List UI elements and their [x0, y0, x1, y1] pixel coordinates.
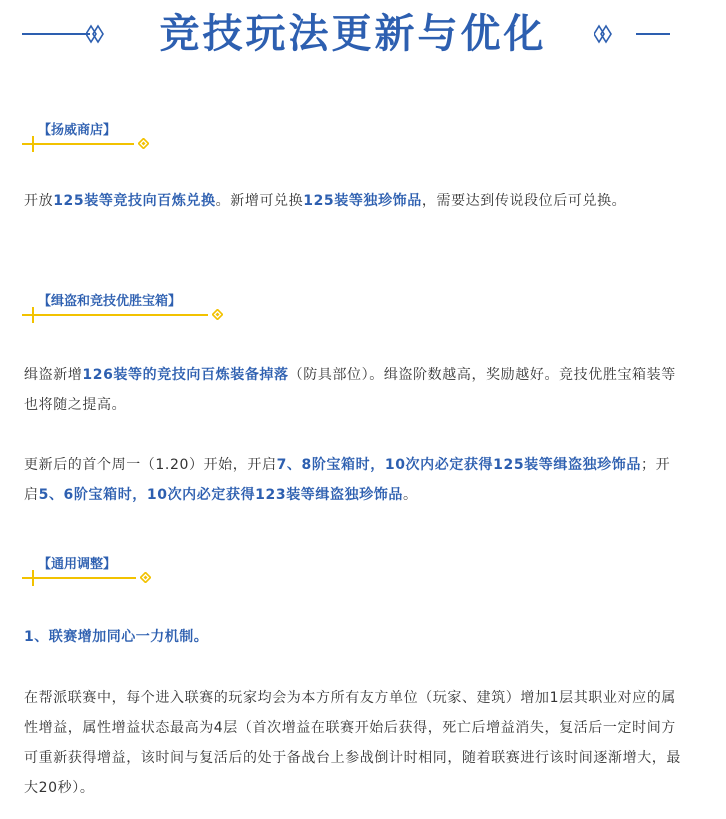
highlight-text: 125装等竞技向百炼兑换 — [53, 193, 216, 209]
banner-left-line — [22, 33, 90, 35]
text: （防具部位）。缉盗阶数越高，奖励越好。竞技优胜宝箱装等也将随之提高。 — [24, 367, 676, 413]
section-header-shop — [22, 122, 242, 152]
text: 在帮派联赛中，每个进入联赛的玩家均会为本方所有友方单位（玩家、建筑）增加1层其职业对应的属性增益，属性增益状态最高为4层（首次增益在联赛开始后获得，死亡后增益消失，复活后一定时间方可重新获得增益，该时间与复活后的处于备战台上参战倒计时相同，随着联赛进行该时间逐渐增大，最大20秒）。 — [24, 690, 681, 796]
section-hline — [22, 143, 134, 145]
highlight-text: 125装等独珍饰品 — [303, 193, 422, 209]
highlight-text: 5、6阶宝箱时，10次内必定获得123装等缉盗独珍饰品 — [38, 487, 403, 503]
text: ；开启 — [24, 457, 671, 503]
section-hline — [22, 314, 208, 316]
text: 开放 — [24, 193, 54, 209]
double-diamond-icon — [594, 24, 614, 44]
page-title: 竞技玩法更新与优化 — [159, 10, 547, 57]
section-hline — [22, 577, 136, 579]
gold-diamond-icon — [140, 572, 151, 583]
section-label: 【扬威商店】 — [38, 123, 117, 138]
text: 。新增可兑换 — [215, 193, 304, 209]
text: ，需要达到传说段位后可兑换。 — [421, 193, 627, 209]
highlight-text: 126装等的竞技向百炼装备掉落 — [82, 367, 289, 383]
section-header-general — [22, 556, 242, 586]
text: 缉盗新增 — [24, 367, 83, 383]
subheading: 1、联赛增加同心一力机制。 — [24, 629, 209, 645]
paragraph-general — [24, 683, 684, 803]
text: 。 — [403, 487, 418, 503]
text: 更新后的首个周一（1.20）开始，开启 — [24, 457, 277, 473]
double-diamond-icon — [86, 24, 106, 44]
section-label: 【缉盗和竞技优胜宝箱】 — [38, 294, 182, 309]
section-label: 【通用调整】 — [38, 557, 117, 572]
highlight-text: 7、8阶宝箱时，10次内必定获得125装等缉盗独珍饰品 — [276, 457, 641, 473]
paragraph-chest-1 — [24, 360, 684, 420]
banner — [0, 0, 726, 78]
paragraph-chest-2 — [24, 450, 684, 510]
banner-right-line — [636, 33, 670, 35]
section-header-chest — [22, 293, 242, 323]
paragraph-shop — [24, 186, 684, 216]
gold-diamond-icon — [138, 138, 149, 149]
gold-diamond-icon — [212, 309, 223, 320]
